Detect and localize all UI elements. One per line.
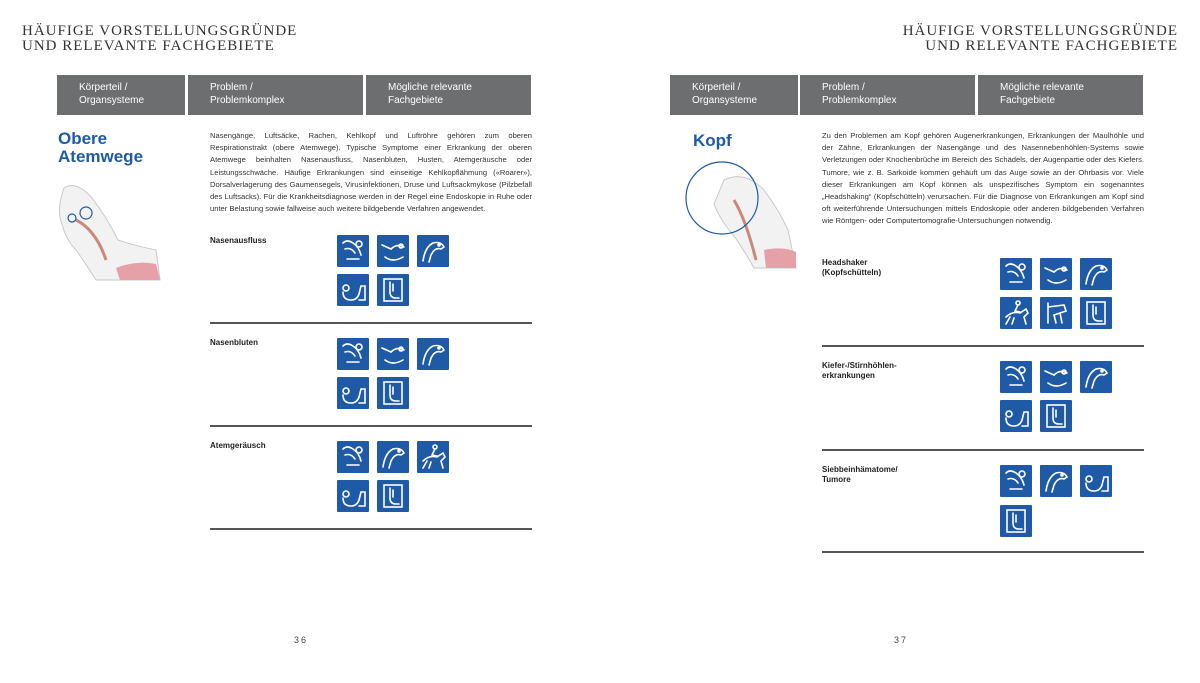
endoscopy-icon bbox=[1040, 361, 1072, 393]
divider bbox=[210, 528, 532, 530]
respiratory-icon bbox=[337, 338, 369, 370]
problem-label: Nasenbluten bbox=[210, 338, 259, 347]
stethoscope-icon bbox=[337, 274, 369, 306]
respiratory-icon bbox=[1000, 465, 1032, 497]
xray-hoof-icon bbox=[1080, 297, 1112, 329]
problem-label: Headshaker (Kopfschütteln) bbox=[822, 258, 882, 277]
xray-hoof-icon bbox=[377, 377, 409, 409]
horse-respiratory-illustration bbox=[56, 180, 166, 285]
divider bbox=[210, 425, 532, 427]
column-header-fields: Mögliche relevante Fachgebiete bbox=[366, 75, 531, 115]
xray-hoof-icon bbox=[1040, 400, 1072, 432]
problem-label: Atemgeräusch bbox=[210, 441, 266, 450]
column-header-problem: Problem / Problemkomplex bbox=[188, 75, 363, 115]
respiratory-icon bbox=[337, 441, 369, 473]
endoscopy-icon bbox=[377, 338, 409, 370]
right-page bbox=[600, 0, 1200, 683]
divider bbox=[822, 345, 1144, 347]
stethoscope-icon bbox=[1080, 465, 1112, 497]
horse-head-icon bbox=[417, 235, 449, 267]
respiratory-icon bbox=[1000, 361, 1032, 393]
stethoscope-icon bbox=[337, 480, 369, 512]
endoscopy-icon bbox=[377, 235, 409, 267]
horse-head-illustration bbox=[684, 160, 804, 270]
page-title: HÄUFIGE VORSTELLUNGSGRÜNDE UND RELEVANTE FACHGEBIETE bbox=[22, 23, 298, 54]
column-header-fields: Mögliche relevante Fachgebiete bbox=[978, 75, 1143, 115]
divider bbox=[822, 551, 1144, 553]
xray-hoof-icon bbox=[377, 480, 409, 512]
section-description: Zu den Problemen am Kopf gehören Augenerkrankungen, Erkrankungen der Maulhöhle und der Zähne, Erkrankungen der Nasengänge und des Nasennebenhöhlen-Systems sowie Verletzungen oder Knochenbrüche im Bereich des Schädels, der Augenpartie oder des Kiefers. Tumore, wie z. B. Sarkoide kommen gehäuft um das Auge sowie an der Ohrbasis vor. Viele dieser Erkrankungen am Kopf können als unspezifisches Symptom ein sogenanntes „Headshaking“ (Kopfschütteln) verursachen. Für die Diagnose von Erkrankungen am Kopf sind oft weiterführende Untersuchungen mittels Endoskopie oder anderen bildgebenden Verfahren wie Röntgen- oder Computertomografie-Untersuchungen notwendig. bbox=[822, 131, 1144, 226]
riding-icon bbox=[1000, 297, 1032, 329]
page-number: 36 bbox=[294, 635, 309, 645]
respiratory-icon bbox=[337, 235, 369, 267]
dental-icon bbox=[1040, 297, 1072, 329]
problem-label: Siebbeinhämatome/ Tumore bbox=[822, 465, 898, 484]
page-title: HÄUFIGE VORSTELLUNGSGRÜNDE UND RELEVANTE FACHGEBIETE bbox=[902, 23, 1178, 54]
xray-hoof-icon bbox=[1000, 505, 1032, 537]
section-title: Kopf bbox=[693, 131, 732, 150]
stethoscope-icon bbox=[1000, 400, 1032, 432]
section-description: Nasengänge, Luftsäcke, Rachen, Kehlkopf und Luftröhre gehören zum oberen Respirationstrakt (obere Atemwege). Typische Symptome einer Erkrankung der oberen Atemwege beinhalten Nasenausfluss, Nasenbluten, Husten, Atemgeräusche oder Leistungsschwäche. Häufige Erkrankungen sind einseitige Kehlkopflähmung («Roarer»), Dorsalverlagerung des Gaumensegels, Virusinfektionen, Druse und Luftsackmykose (Pilzbefall des Luftsacks). Für die Krankheitsdiagnose werden in der Regel eine Endoskopie in Ruhe oder unter Belastung sowie fallweise auch weitere bildgebende Verfahren angewendet. bbox=[210, 131, 532, 214]
divider bbox=[822, 449, 1144, 451]
endoscopy-icon bbox=[1040, 258, 1072, 290]
horse-head-icon bbox=[377, 441, 409, 473]
problem-label: Nasenausfluss bbox=[210, 236, 267, 245]
riding-icon bbox=[417, 441, 449, 473]
column-header-problem: Problem / Problemkomplex bbox=[800, 75, 975, 115]
divider bbox=[210, 322, 532, 324]
page-number: 37 bbox=[894, 635, 909, 645]
respiratory-icon bbox=[1000, 258, 1032, 290]
horse-head-icon bbox=[1080, 361, 1112, 393]
xray-hoof-icon bbox=[377, 274, 409, 306]
column-header-body-part: Körperteil / Organsysteme bbox=[57, 75, 185, 115]
horse-head-icon bbox=[417, 338, 449, 370]
column-header-body-part: Körperteil / Organsysteme bbox=[670, 75, 798, 115]
problem-label: Kiefer-/Stirnhöhlen- erkrankungen bbox=[822, 361, 897, 380]
horse-head-icon bbox=[1080, 258, 1112, 290]
horse-head-icon bbox=[1040, 465, 1072, 497]
stethoscope-icon bbox=[337, 377, 369, 409]
section-title: Obere Atemwege bbox=[58, 129, 144, 166]
